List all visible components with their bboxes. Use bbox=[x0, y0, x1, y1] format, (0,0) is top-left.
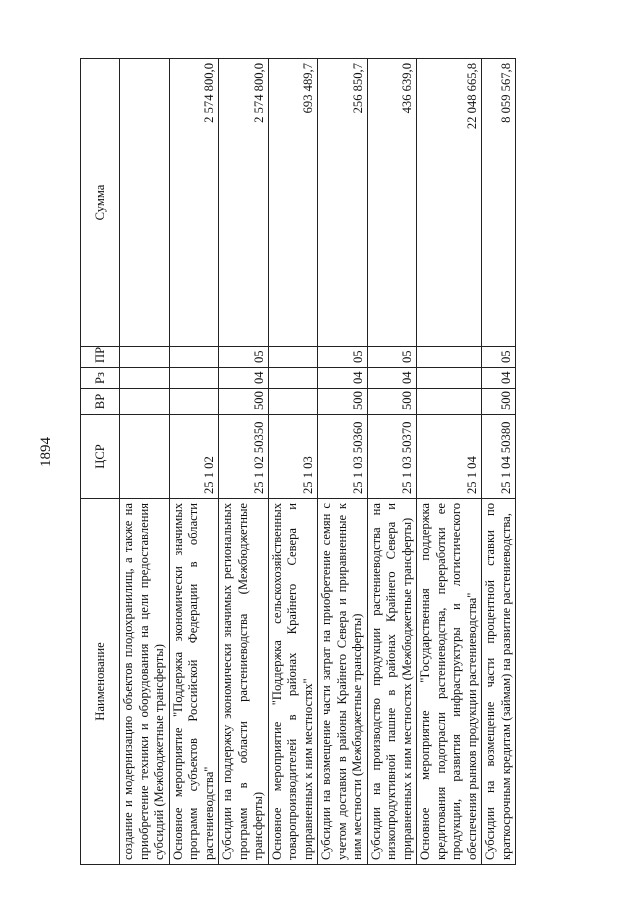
row-sum: 256 850,7 bbox=[318, 59, 368, 347]
row-vr bbox=[120, 389, 170, 415]
row-sum: 693 489,7 bbox=[268, 59, 318, 347]
row-name: Субсидии на производство продукции растениеводства на низкопродуктивной пашне в районах Крайнего Севера и приравненных к ним местностях (Межбюджетные трансферты) bbox=[367, 499, 417, 865]
header-pr: ПР bbox=[81, 347, 120, 368]
table-row bbox=[219, 59, 269, 865]
row-csr: 25 1 02 bbox=[169, 415, 219, 499]
row-vr bbox=[169, 389, 219, 415]
row-name: создание и модернизацию объектов плодохранилищ, а также на приобретение техники и оборудования на цели предоставления субсидий (Межбюджетные трансферты) bbox=[120, 499, 170, 865]
row-name: Субсидии на возмещение части затрат на приобретение семян с учетом доставки в районы Крайнего Севера и приравненные к ним местности (Межбюджетные трансферты) bbox=[318, 499, 368, 865]
header-name: Наименование bbox=[81, 499, 120, 865]
row-vr bbox=[417, 389, 482, 415]
row-csr: 25 1 03 50370 bbox=[367, 415, 417, 499]
table-row bbox=[268, 59, 318, 865]
row-pr: 05 bbox=[367, 347, 417, 368]
row-pr: 05 bbox=[219, 347, 269, 368]
row-name: Основное мероприятие "Поддержка экономически значимых программ субъектов Российской Федерации в области растениеводства" bbox=[169, 499, 219, 865]
row-rz bbox=[417, 368, 482, 389]
row-pr bbox=[268, 347, 318, 368]
row-sum: 8 059 567,8 bbox=[482, 59, 516, 347]
row-rz bbox=[120, 368, 170, 389]
row-vr bbox=[268, 389, 318, 415]
table-row bbox=[318, 59, 368, 865]
row-csr: 25 1 03 50360 bbox=[318, 415, 368, 499]
row-vr: 500 bbox=[482, 389, 516, 415]
row-sum: 2 574 800,0 bbox=[219, 59, 269, 347]
row-csr: 25 1 02 50350 bbox=[219, 415, 269, 499]
table-header-row bbox=[81, 59, 120, 865]
header-csr: ЦСР bbox=[81, 415, 120, 499]
row-rz: 04 bbox=[482, 368, 516, 389]
row-pr: 05 bbox=[318, 347, 368, 368]
row-csr: 25 1 04 50380 bbox=[482, 415, 516, 499]
row-name: Субсидии на поддержку экономически значимых региональных программ в области растениеводства (Межбюджетные трансферты) bbox=[219, 499, 269, 865]
row-sum bbox=[120, 59, 170, 347]
row-csr bbox=[120, 415, 170, 499]
row-pr: 05 bbox=[482, 347, 516, 368]
row-sum: 22 048 665,8 bbox=[417, 59, 482, 347]
row-rz bbox=[268, 368, 318, 389]
row-csr: 25 1 04 bbox=[417, 415, 482, 499]
row-name: Основное мероприятие "Государственная поддержка кредитования подотрасли растениеводства, переработки ее продукции, развития инфраструктуры и логистического обеспечения рынков продукции растениеводства" bbox=[417, 499, 482, 865]
table-row bbox=[482, 59, 516, 865]
header-rz: Рз bbox=[81, 368, 120, 389]
header-vr: ВР bbox=[81, 389, 120, 415]
budget-table-page bbox=[80, 59, 606, 865]
row-rz: 04 bbox=[318, 368, 368, 389]
row-pr bbox=[120, 347, 170, 368]
table-row bbox=[169, 59, 219, 865]
row-rz: 04 bbox=[219, 368, 269, 389]
table-row bbox=[417, 59, 482, 865]
page-number: 1894 bbox=[38, 437, 54, 467]
row-vr: 500 bbox=[318, 389, 368, 415]
row-csr: 25 1 03 bbox=[268, 415, 318, 499]
row-name: Субсидии на возмещение части процентной ставки по краткосрочным кредитам (займам) на развитие растениеводства, bbox=[482, 499, 516, 865]
row-vr: 500 bbox=[219, 389, 269, 415]
row-rz bbox=[169, 368, 219, 389]
row-vr: 500 bbox=[367, 389, 417, 415]
table-row bbox=[367, 59, 417, 865]
row-rz: 04 bbox=[367, 368, 417, 389]
budget-table bbox=[80, 58, 516, 865]
row-sum: 436 639,0 bbox=[367, 59, 417, 347]
row-name: Основное мероприятие "Поддержка сельскохозяйственных товаропроизводителей в районах Крайнего Севера и приравненных к ним местностях" bbox=[268, 499, 318, 865]
table-row bbox=[120, 59, 170, 865]
header-sum: Сумма bbox=[81, 59, 120, 347]
row-pr bbox=[417, 347, 482, 368]
row-pr bbox=[169, 347, 219, 368]
row-sum: 2 574 800,0 bbox=[169, 59, 219, 347]
